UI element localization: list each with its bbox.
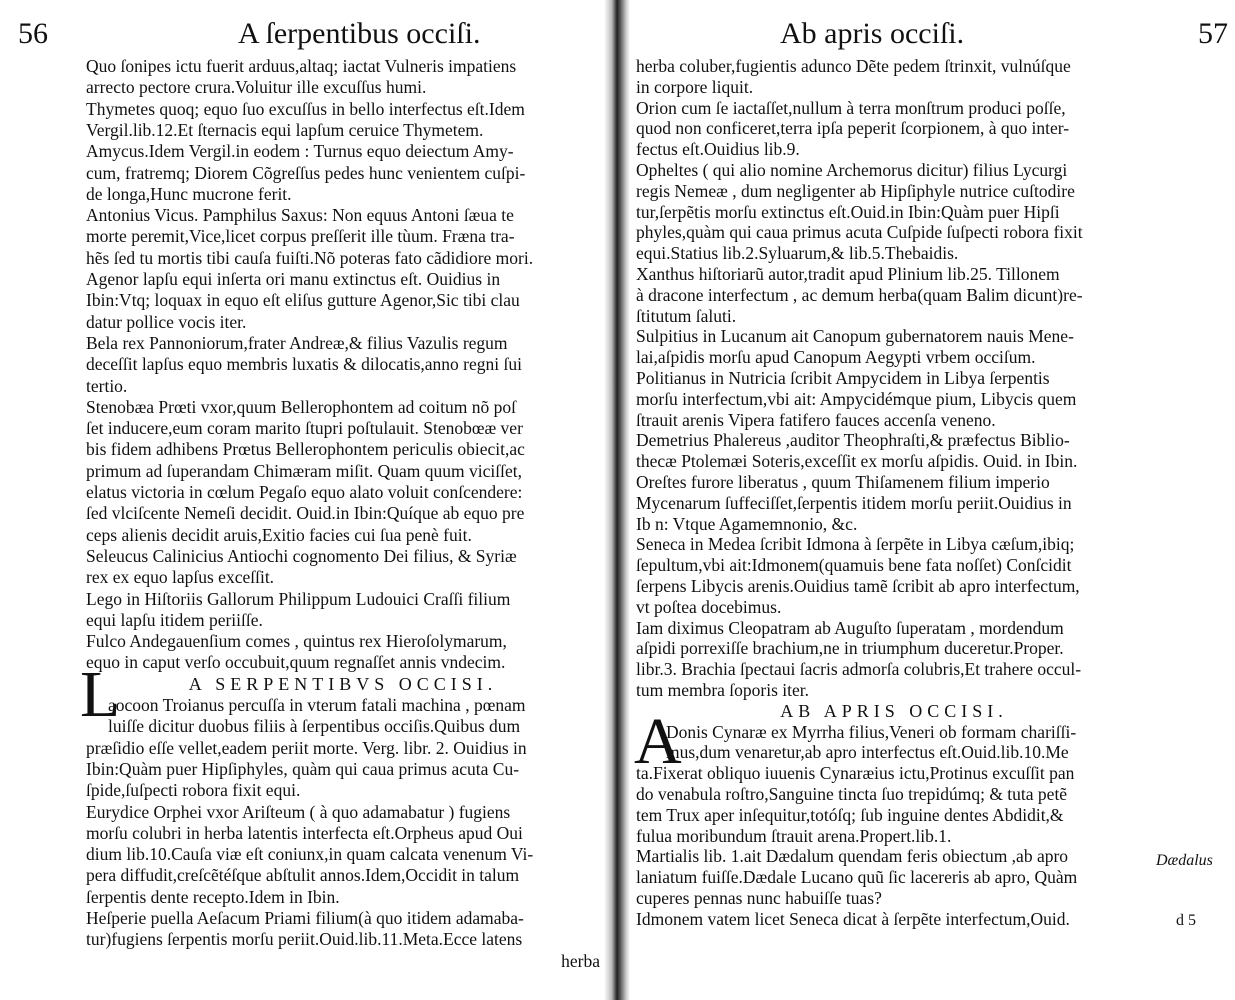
text-line: AB APRIS OCCISI. <box>780 700 1008 721</box>
text-line: Bela rex Pannoniorum,frater Andreæ,& filius Vazulis regum <box>86 332 508 353</box>
text-line: fulua moribundum ſtrauit arena.Propert.lib.1. <box>636 825 952 846</box>
text-line: aocoon Troianus percuſſa in vterum fatali machina , pœnam <box>108 695 526 715</box>
text-line: deceſſit lapſus equo membris luxatis & dilocatis,anno regni ſui <box>86 354 522 375</box>
text-line: rex ex equo lapſus exceſſit. <box>86 567 275 588</box>
text-line: ſepultum,vbi ait:Idmonem(quamuis bene fata noſſet) Conſcidit <box>636 555 1072 576</box>
text-line: morte peremit,Vice,licet corpus preſſerit ille tùum. Fræna tra- <box>86 226 515 247</box>
running-head-left: A ſerpentibus occiſi. <box>238 17 481 50</box>
text-line: Mycenarum ſuffeciſſet,ſerpentis itidem morſu periit.Ouidius in <box>636 492 1072 513</box>
text-line: Eurydice Orphei vxor Ariſteum ( à quo adamabatur ) fugiens <box>86 801 511 822</box>
text-line: Agenor lapſu equi inſerta ori manu extinctus eſt. Ouidius in <box>86 269 501 289</box>
text-line: mus,dum venaretur,ab apro interfectus eſt.Ouid.lib.10.Me <box>666 742 1069 763</box>
text-line: de longa,Hunc mucrone ferit. <box>86 183 292 204</box>
text-line: tur,ſerpẽtis morſu extinctus eſt.Ouid.in Ibin:Quàm puer Hipſi <box>636 201 1060 222</box>
text-line: ceps alienis decidit aruis,Exitio facies cui ſua penè fuit. <box>86 524 472 545</box>
text-line: Xanthus hiſtoriarũ autor,tradit apud Plinium lib.25. Tillonem <box>636 264 1060 284</box>
text-line: Opheltes ( qui alio nomine Archemorus dicitur) filius Lycurgi <box>636 160 1068 180</box>
text-line: laniatum fuiſſe.Dædale Lucano quũ ſic lacereris ab apro, Quàm <box>636 867 1078 888</box>
text-line: Seneca in Medea ſcribit Idmona à ſerpẽte in Libya cæſum,ibiq; <box>636 534 1075 555</box>
text-line: Oreſtes furore liberatus , quum Thiſamenem filium imperio <box>636 472 1050 492</box>
text-line: cum, fratremq; Diorem Cõgreſſus pedes hunc venientem cuſpi- <box>86 162 526 183</box>
text-line: Stenobæa Prœti vxor,quum Bellerophontem ad coitum nõ poſ <box>86 396 516 417</box>
text-line: Sulpitius in Lucanum ait Canopum gubernatorem nauis Mene- <box>636 326 1074 347</box>
text-line: Ibin:Vtq; loquax in equo eſt eliſus gutture Agenor,Sic tibi clau <box>86 290 520 311</box>
text-line: Iam diximus Cleopatram ab Auguſto ſuperatam , mordendum <box>636 617 1064 638</box>
text-line: Fulco Andegauenſium comes , quintus rex Hieroſolymarum, <box>86 631 507 652</box>
text-line: præſidio eſſe vellet,eadem periit morte. Verg. libr. 2. Ouidius in <box>86 737 527 758</box>
text-line: Martialis lib. 1.ait Dædalum quendam feris obiectum ,ab apro <box>636 846 1069 867</box>
text-line: tem Trux aper inſequitur,totóſq; ſub inguine dentes Abdidit,& <box>636 804 1064 825</box>
text-line: fectus eſt.Ouidius lib.9. <box>636 139 800 160</box>
text-line: lai,aſpidis morſu apud Canopum Aegypti vrbem occiſum. <box>636 347 1036 368</box>
text-line: hẽs ſed tu mortis tibi cauſa fuiſti.Nõ poteras fato cãdidiore mori. <box>86 247 534 268</box>
text-line: Ib n: Vtque Agamemnonio, &c. <box>636 513 858 534</box>
text-line: vt poſtea docebimus. <box>636 596 782 617</box>
text-line: dium lib.10.Cauſa viæ eſt coniunx,in quam calcata venenum Vi- <box>86 844 534 865</box>
text-line: ſtrauit arenis Vipera fatifero fauces accenſa veneno. <box>636 409 996 430</box>
text-line: Quo ſonipes ictu fuerit arduus,altaq; iactat Vulneris impatiens <box>86 56 517 76</box>
text-line: Idmonem vatem licet Seneca dicat à ſerpẽte interfectum,Ouid. <box>636 908 1070 929</box>
text-line: datur pollice vocis iter. <box>86 311 247 332</box>
text-line: luiſſe dicitur duobus filiis à ſerpentibus occiſis.Quibus dum <box>108 716 521 737</box>
text-line: Orion cum ſe iactaſſet,nullum à terra monſtrum produci poſſe, <box>636 97 1066 118</box>
text-line: Thymetes quoq; equo ſuo excuſſus in bello interfectus eſt.Idem <box>86 98 525 119</box>
text-line: ſet inducere,eum coram marito ſtupri poſtulauit. Stenobœæ ver <box>86 418 523 439</box>
text-line: morſu colubri in herba latentis interfecta eſt.Orpheus apud Oui <box>86 822 523 843</box>
drop-cap-right: A <box>634 705 682 778</box>
text-line: morſu interfectum,vbi ait: Ampycidémque pium, Libycis quem <box>636 388 1077 409</box>
text-line: regis Nemeæ , dum negligenter ab Hipſiphyle nutrice cuſtodire <box>636 180 1075 201</box>
right-page <box>620 0 1235 1000</box>
text-line: do venabula roſtro,Sanguine tincta ſuo trepidúmq; & tuta petẽ <box>636 784 1068 804</box>
text-line: ſed vlciſcente Nemeſi decidit. Ouid.in Ibin:Quíque ab equo pre <box>86 503 525 524</box>
text-line: Vergil.lib.12.Et ſternacis equi lapſum ceruice Thymetem. <box>86 119 484 140</box>
page-number-left: 56 <box>18 17 48 50</box>
text-line: cuperes pennas nunc habuiſſe tuas? <box>636 888 882 908</box>
text-line: tum membra ſoporis iter. <box>636 680 810 700</box>
text-line: tertio. <box>86 375 128 396</box>
text-line: aſpidi porrexiſſe brachium,ne in triumphum duceretur.Proper. <box>636 638 1064 659</box>
text-line: in corpore liquit. <box>636 76 754 97</box>
text-line: tur)fugiens ſerpentis morſu periit.Ouid.lib.11.Meta.Ecce latens <box>86 929 523 950</box>
drop-cap-left: L <box>80 658 121 731</box>
text-line: libr.3. Brachia ſpectaui ſacris admorſa colubris,Et trahere occul- <box>636 659 1082 680</box>
text-line: herba coluber,fugientis adunco Dẽte pedem ſtrinxit, vulnúſque <box>636 56 1071 76</box>
text-line: thecæ Ptolemæi Soteris,exceſſit ex morſu aſpidis. Ouid. in Ibin. <box>636 451 1078 472</box>
text-line: ta.Fixerat obliquo iuuenis Cynaræius ictu,Protinus excuſſit pan <box>636 763 1075 784</box>
text-line: Donis Cynaræ ex Myrrha filius,Veneri ob formam chariſſi- <box>666 721 1077 742</box>
text-line: pera diffudit,creſcẽtéſque abſtulit annos.Idem,Occidit in talum <box>86 865 520 886</box>
text-line: elatus victoria in cœlum Pegaſo equo alato voluit conſcendere: <box>86 482 523 502</box>
text-line: phyles,quàm qui caua primus acuta Cuſpide ſuſpecti robora fixit <box>636 222 1083 243</box>
text-line: Amycus.Idem Vergil.in eodem : Turnus equo deiectum Amy- <box>86 141 514 162</box>
text-line: equi.Statius lib.2.Syluarum,& lib.5.Thebaidis. <box>636 243 959 264</box>
text-line: Ibin:Quàm puer Hipſiphyles, quàm qui caua primus acuta Cu- <box>86 758 520 779</box>
text-line: Antonius Vicus. Pamphilus Saxus: Non equus Antoni ſæua te <box>86 205 514 226</box>
text-line: equo in caput verſo occubuit,quum regnaſſet annis vndecim. <box>86 652 506 673</box>
text-line: primum ad ſuperandam Chimæram miſit. Quam quum viciſſet, <box>86 460 522 481</box>
text-line: A SERPENTIBVS OCCISI. <box>188 673 498 694</box>
text-line: Demetrius Phalereus ,auditor Theophraſti,& præfectus Biblio- <box>636 430 1070 451</box>
text-line: herba <box>561 950 600 971</box>
text-line: quod non conficeret,terra ipſa peperit ſcorpionem, à quo inter- <box>636 118 1070 139</box>
left-page <box>0 0 612 1000</box>
text-line: arrecto pectore crura.Voluitur ille excuſſus humi. <box>86 77 427 98</box>
text-line: bis fidem adhibens Prœtus Bellerophontem periculis obiecit,ac <box>86 439 525 460</box>
page-number-right: 57 <box>1198 17 1228 50</box>
signature-mark: d 5 <box>1176 912 1196 929</box>
text-line: ſpide,ſuſpecti robora fixit equi. <box>86 780 301 801</box>
text-line: Politianus in Nutricia ſcribit Ampycidem in Libya ſerpentis <box>636 368 1050 388</box>
text-line: equi lapſu itidem periiſſe. <box>86 609 263 630</box>
margin-note: Dædalus <box>1156 852 1213 869</box>
text-line: à dracone interfectum , ac demum herba(quam Balim dicunt)re- <box>636 284 1083 305</box>
running-head-right: Ab apris occiſi. <box>780 17 965 50</box>
text-line: ſerpentis dente recepto.Idem in Ibin. <box>86 886 340 907</box>
text-line: ſtitutum ſaluti. <box>636 305 737 326</box>
text-line: Heſperie puella Aeſacum Priami filium(à quo itidem adamaba- <box>86 908 524 928</box>
text-line: Seleucus Calinicius Antiochi cognomento Dei filius, & Syriæ <box>86 545 517 566</box>
text-line: ſerpens Libycis arenis.Ouidius tamẽ ſcribit ab apro interfectum, <box>636 576 1080 596</box>
text-line: Lego in Hiſtoriis Gallorum Philippum Ludouici Craſſi filium <box>86 588 511 609</box>
